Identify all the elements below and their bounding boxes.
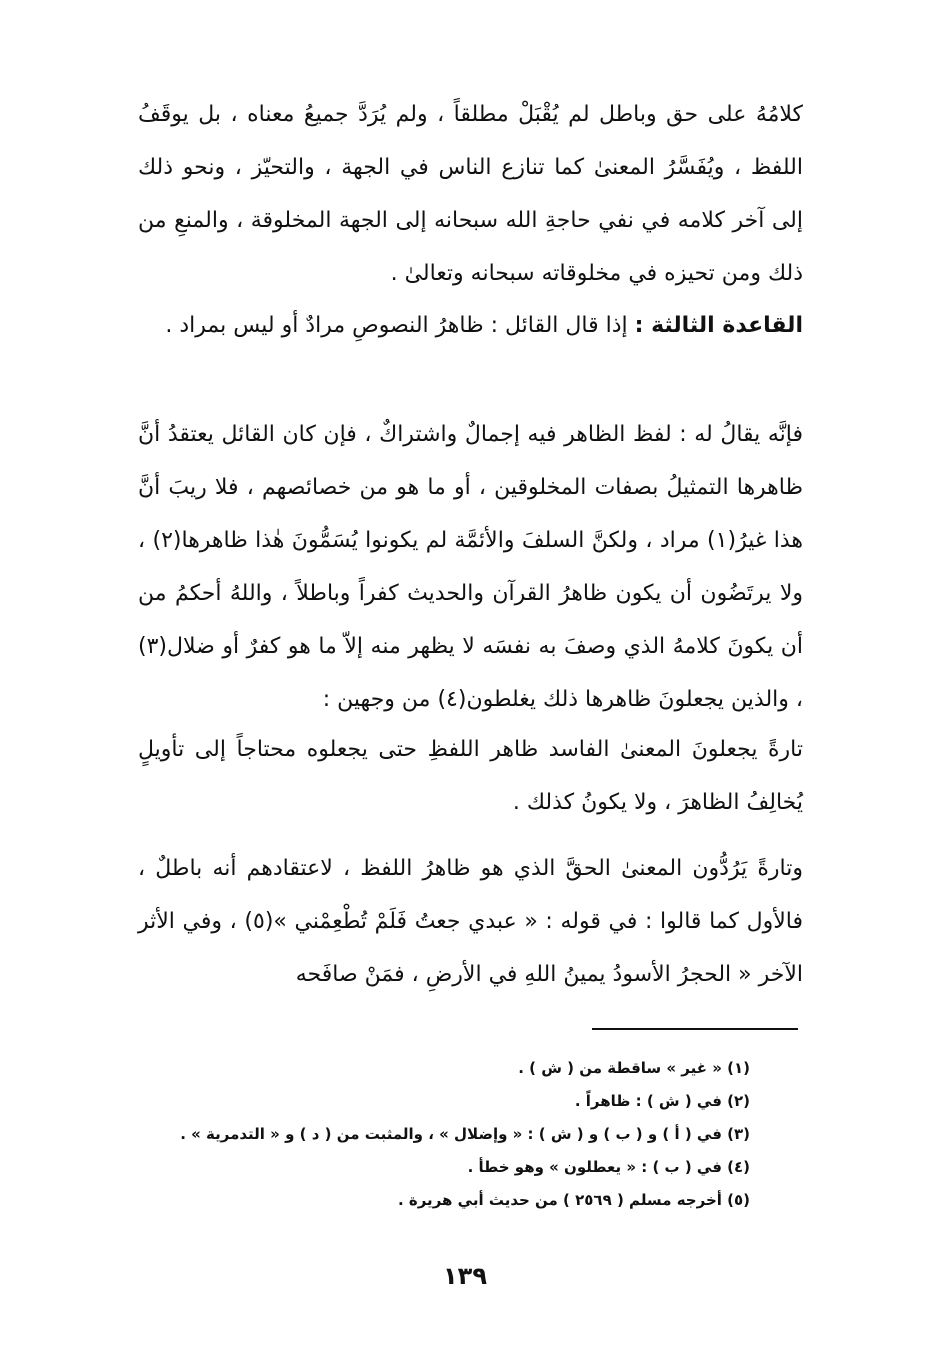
paragraph-4: تارةً يجعلونَ المعنىٰ الفاسد ظاهر اللفظِ حتى يجعلوه محتاجاً إلى تأويلٍ يُخالِفُ الظاهرَ ، ولا يكونُ كذلك .: [138, 737, 803, 815]
paragraph-3: فإنَّه يقالُ له : لفظ الظاهر فيه إجمالٌ واشتراكٌ ، فإن كان القائل يعتقدُ أنَّ ظاهرها التمثيلُ بصفات المخلوقين ، أو ما هو من خصائصهم ، فلا ريبَ أنَّ هذا غيرُ(١) مراد ، ولكنَّ السلفَ والأئمَّة لم يكونوا يُسَمُّونَ هٰذا ظاهرها(٢) ، ولا يرتَضُون أن يكون ظاهرُ القرآن والحديث كفراً وباطلاً ، واللهُ أحكمُ من أن يكونَ كلامهُ الذي وصفَ به نفسَه لا يظهر منه إلاّ ما هو كفرٌ أو ضلال(٣) ، والذين يجعلونَ ظاهرها ذلك يغلطون(٤) من وجهين :: [138, 422, 804, 712]
footnote-divider: [592, 1028, 798, 1030]
footnote-1: (١) « غير » ساقطة من ( ش ) .: [518, 1059, 750, 1077]
footnote-5: (٥) أخرجه مسلم ( ٢٥٦٩ ) من حديث أبي هريرة .: [397, 1191, 750, 1209]
paragraph-rule-three: [138, 299, 803, 352]
footnote-3: (٣) في ( أ ) و ( ب ) و ( ش ) : « وإضلال » ، والمثبت من ( د ) و « التدمرية » .: [180, 1125, 750, 1143]
footnote-4: (٤) في ( ب ) : « يعطلون » وهو خطأ .: [467, 1158, 750, 1176]
rule-text: إذا قال القائل : ظاهرُ النصوصِ مرادٌ أو ليس بمراد .: [165, 313, 635, 338]
page-number: ١٣٩: [443, 1262, 487, 1290]
footnote-2: (٢) في ( ش ) : ظاهراً .: [574, 1092, 750, 1110]
paragraph-1: كلامُهُ على حق وباطل لم يُقْبَلْ مطلقاً ، ولم يُرَدَّ جميعُ معناه ، بل يوقَفُ اللفظ ، ويُفَسَّرُ المعنىٰ كما تنازع الناس في الجهة ، والتحيّز ، ونحو ذلك إلى آخر كلامه في نفي حاجةِ الله سبحانه إلى الجهة المخلوقة ، والمنعِ من ذلك ومن تحيزه في مخلوقاته سبحانه وتعالىٰ .: [138, 102, 803, 286]
paragraph-5: وتارةً يَرُدُّون المعنىٰ الحقَّ الذي هو ظاهرُ اللفظ ، لاعتقادهم أنه باطلٌ ، فالأول كما قالوا : في قوله : « عبدي جعتُ فَلَمْ تُطْعِمْني »(٥) ، وفي الأثر الآخر « الحجرُ الأسودُ يمينُ اللهِ في الأرضِ ، فمَنْ صافَحه: [138, 856, 803, 987]
rule-heading: القاعدة الثالثة :: [634, 313, 803, 338]
footnotes-list: [150, 1052, 750, 1217]
